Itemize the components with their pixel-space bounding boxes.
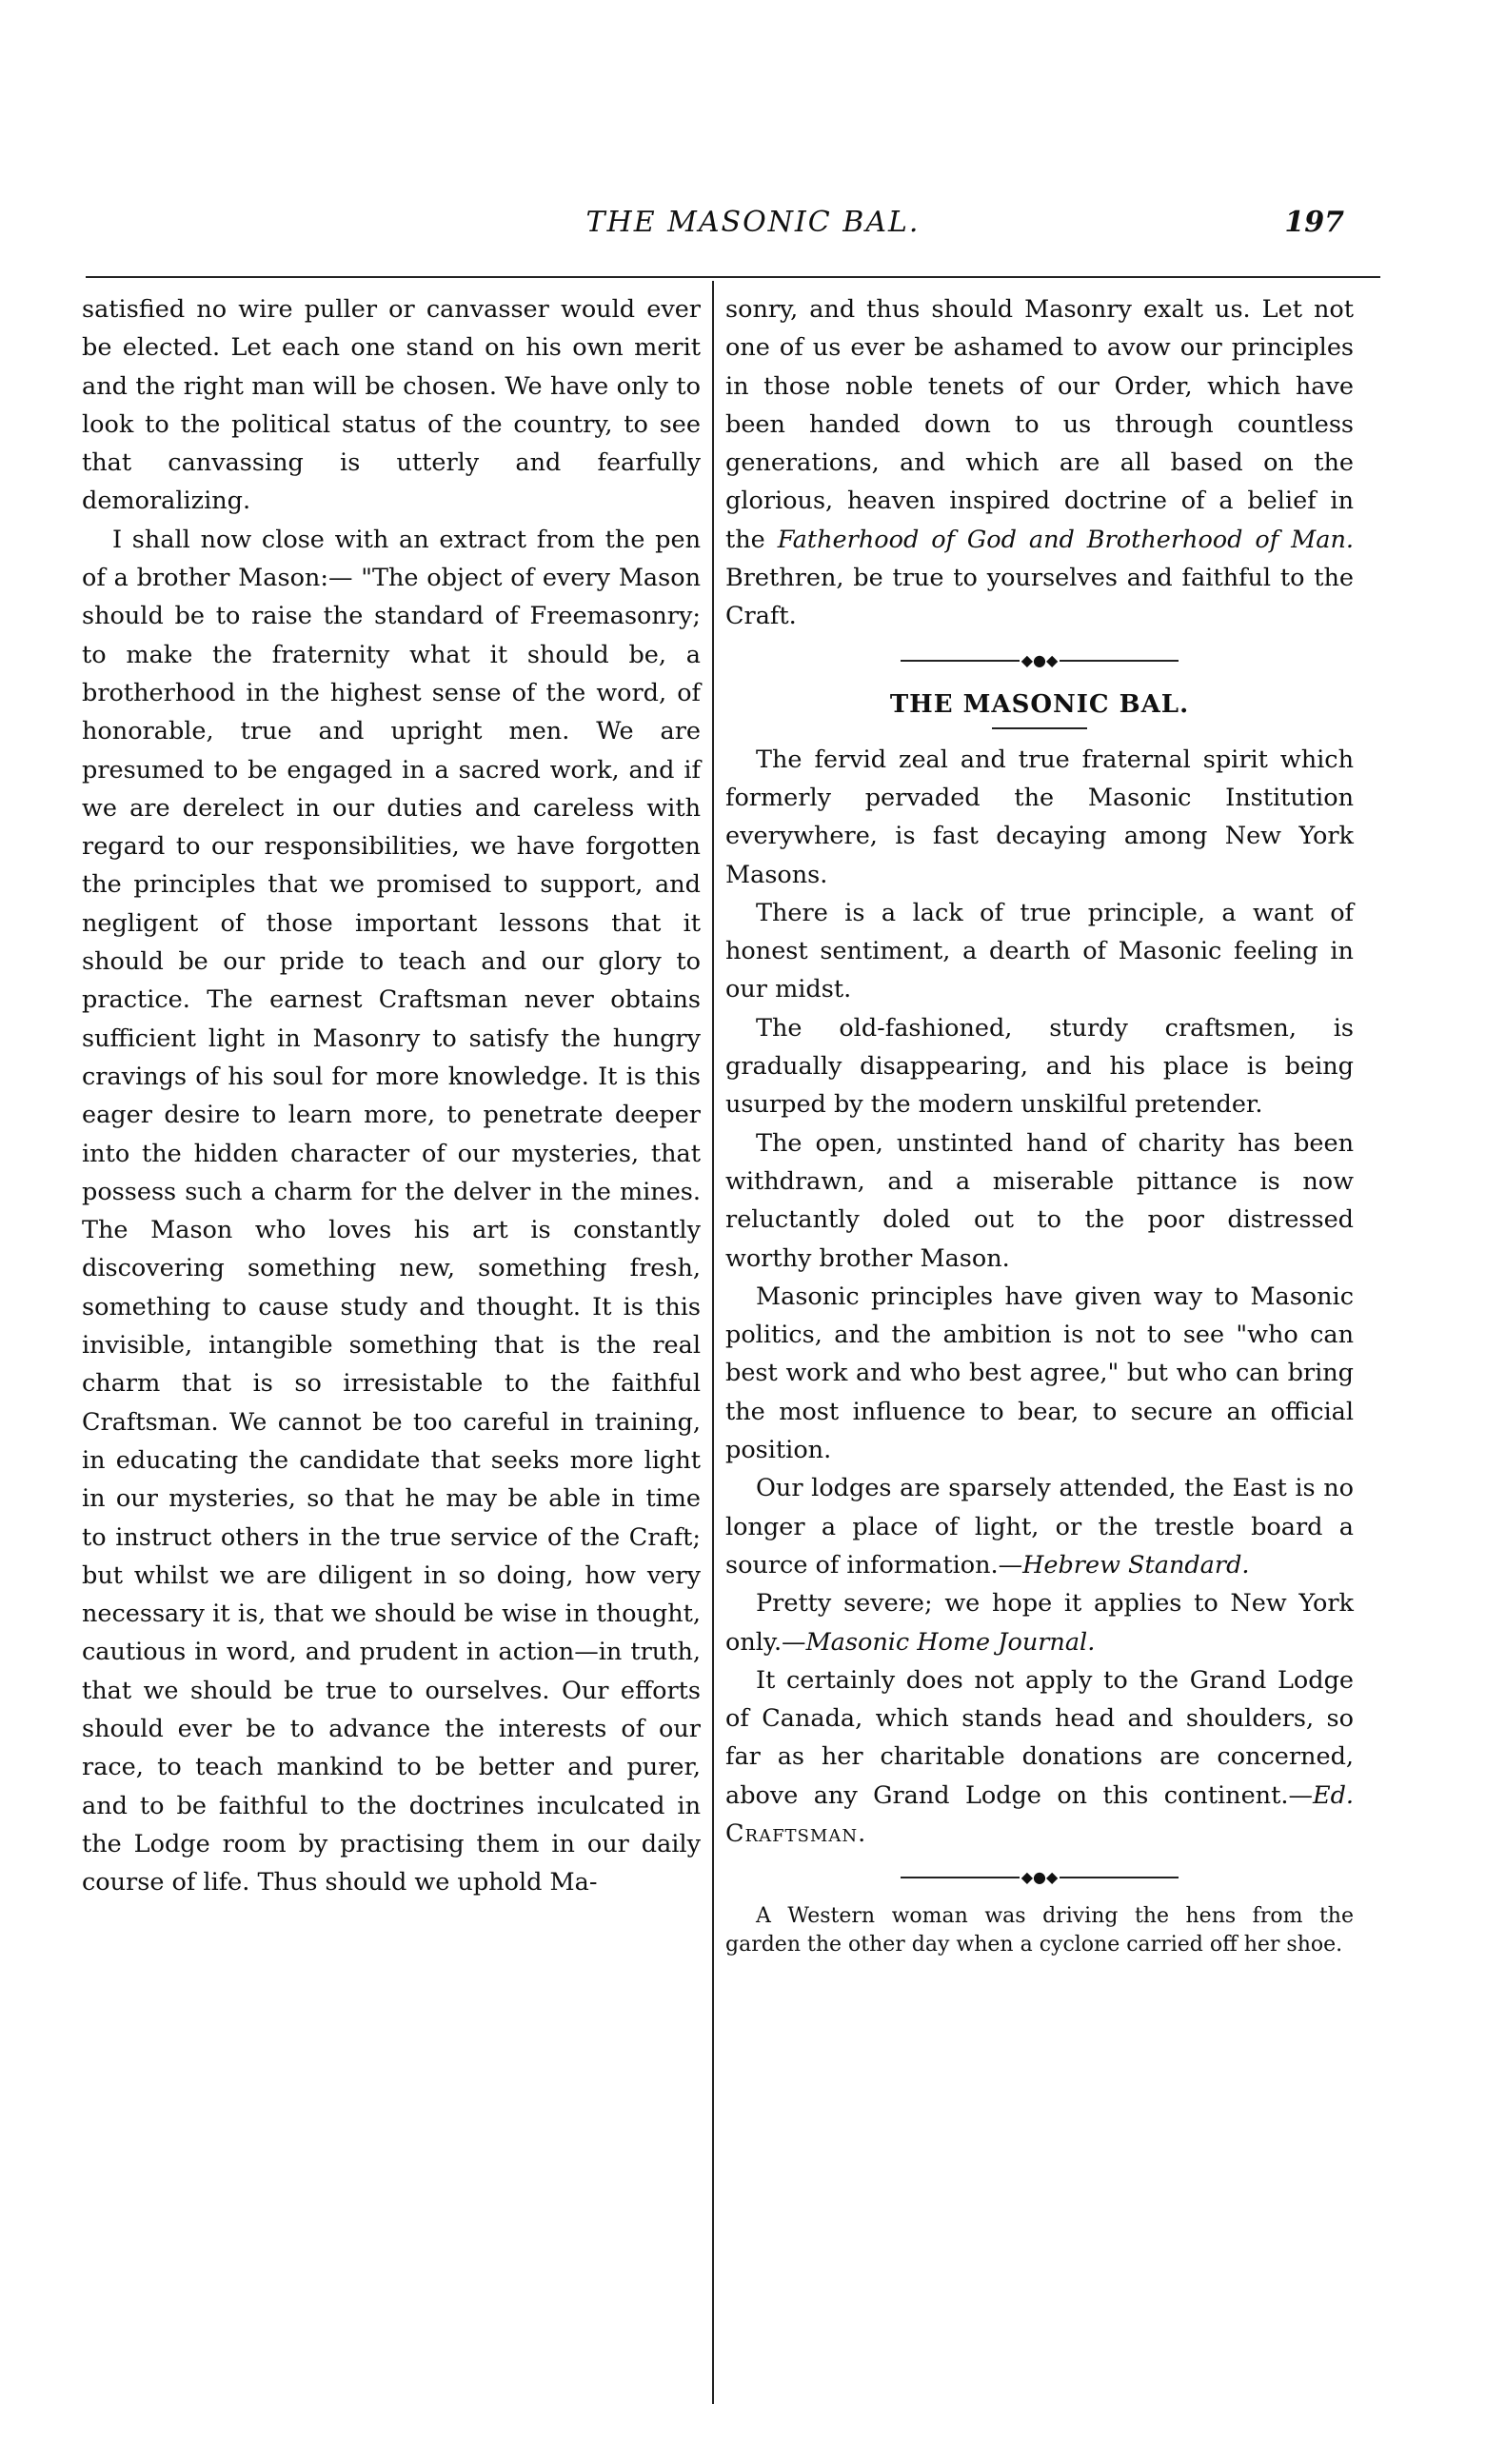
right-paragraph-4: The old-fashioned, sturdy craftsmen, is gradually disappearing, and his place is being usurped by the modern unskilful pretender. (725, 1013, 1354, 1120)
right-paragraph-9 (725, 1661, 1354, 1853)
left-paragraph-2: I shall now close with an extract from the pen of a brother Mason:— "The object of every Mason should be to raise the standard of Freemasonry; to make the fraternity what it should be, a brotherhood in the highest sense of the word, of honorable, true and upright men. We are presumed to be engaged in a sacred work, and if we are derelect in our duties and careless with regard to our responsibilities, we have forgotten the principles that we promised to support, and negligent of those important lessons that it should be our pride to teach and our glory to practice. The earnest Craftsman never obtains sufficient light in Masonry to satisfy the hungry cravings of his soul for more knowledge. It is this eager desire to learn more, to penetrate deeper into the hidden character of our mysteries, that possess such a charm for the delver in the mines. The Mason who loves his art is constantly discovering something new, something fresh, something to cause study and thought. It is this invisible, intangible something that is the real charm that is so irresistable to the faithful Craftsman. We cannot be too careful in training, in educating the candidate that seeks more light in our mysteries, so that he may be able in time to instruct others in the true service of the Craft; but whilst we are diligent in so doing, how very necessary it is, that we should be wise in thought, cautious in word, and prudent in action—in truth, that we should be true to ourselves. Our efforts should ever be to advance the interests of our race, to teach mankind to be better and purer, and to be faithful to the doctrines inculcated in the Lodge room by practising them in our daily course of life. Thus should we uphold Ma- (82, 525, 701, 1898)
right-paragraph-1-end: Brethren, be true to yourselves and faithful to the Craft. (725, 564, 1354, 631)
right-paragraph-3: There is a lack of true principle, a want of honest sentiment, a dearth of Masonic feeling in our midst. (725, 898, 1354, 1004)
right-paragraph-1 (725, 290, 1354, 636)
right-paragraph-5: The open, unstinted hand of charity has been withdrawn, and a miserable pittance is now reluctantly doled out to the poor distressed worthy brother Mason. (725, 1128, 1354, 1273)
left-column (82, 290, 701, 1901)
right-paragraph-7-source: Hebrew Standard. (1022, 1550, 1250, 1580)
column-divider (712, 281, 714, 2404)
title-rule (992, 727, 1087, 729)
right-paragraph-7-text: Our lodges are sparsely attended, the East is no longer a place of light, or the trestle board a source of information.— (725, 1474, 1354, 1580)
header-rule (86, 276, 1380, 278)
right-paragraph-9-source-name: Craftsman. (725, 1818, 867, 1848)
ornament-line-right (1060, 660, 1179, 662)
article-title: THE MASONIC BAL. (889, 689, 1190, 719)
right-paragraph-1-start: sonry, and thus should Masonry exalt us. Let not one of us ever be ashamed to avow our principles in those noble tenets of our Order, which have been handed down to us through countless generations, and which are all based on the glorious, heaven inspired doctrine of a belief in the (725, 295, 1354, 554)
right-paragraph-7 (725, 1469, 1354, 1584)
ornament-diamond-icon: ◆●◆ (1021, 650, 1059, 669)
section-ornament (725, 642, 1354, 680)
running-title: THE MASONIC BAL. (585, 206, 921, 239)
left-paragraph-1: satisfied no wire puller or canvasser would ever be elected. Let each one stand on his own merit and the right man will be chosen. We have only to look to the political status of the country, to see that canvassing is utterly and fearfully demoralizing. (82, 295, 701, 516)
right-paragraph-8 (725, 1584, 1354, 1661)
right-paragraph-6: Masonic principles have given way to Masonic politics, and the ambition is not to see "who can best work and who best agree," but who can bring the most influence to bear, to secure an official position. (725, 1282, 1354, 1465)
right-paragraph-1-italic: Fatherhood of God and Brotherhood of Man. (777, 525, 1354, 554)
right-column (725, 290, 1354, 1959)
right-paragraph-9-text: It certainly does not apply to the Grand Lodge of Canada, which stands head and shoulders, so far as her charitable donations are concerned, above any Grand Lodge on this continent.— (725, 1665, 1354, 1810)
right-paragraph-9-source-ed: Ed. (1312, 1780, 1354, 1810)
filler-note: A Western woman was driving the hens from the garden the other day when a cyclone carried off her shoe. (725, 1904, 1354, 1957)
section-ornament-2 (725, 1858, 1354, 1897)
page-header (0, 206, 1506, 253)
ornament-line-right-2 (1060, 1877, 1179, 1878)
ornament-diamond-icon-2: ◆●◆ (1021, 1868, 1059, 1887)
right-paragraph-2: The fervid zeal and true fraternal spirit which formerly pervaded the Masonic Institution everywhere, is fast decaying among New York Masons. (725, 745, 1354, 889)
right-paragraph-8-source: Masonic Home Journal. (805, 1627, 1096, 1657)
right-paragraph-8-text: Pretty severe; we hope it applies to New York only.— (725, 1589, 1354, 1657)
ornament-line-left (901, 660, 1020, 662)
page-number: 197 (1284, 206, 1344, 239)
ornament-line-left-2 (901, 1877, 1020, 1878)
